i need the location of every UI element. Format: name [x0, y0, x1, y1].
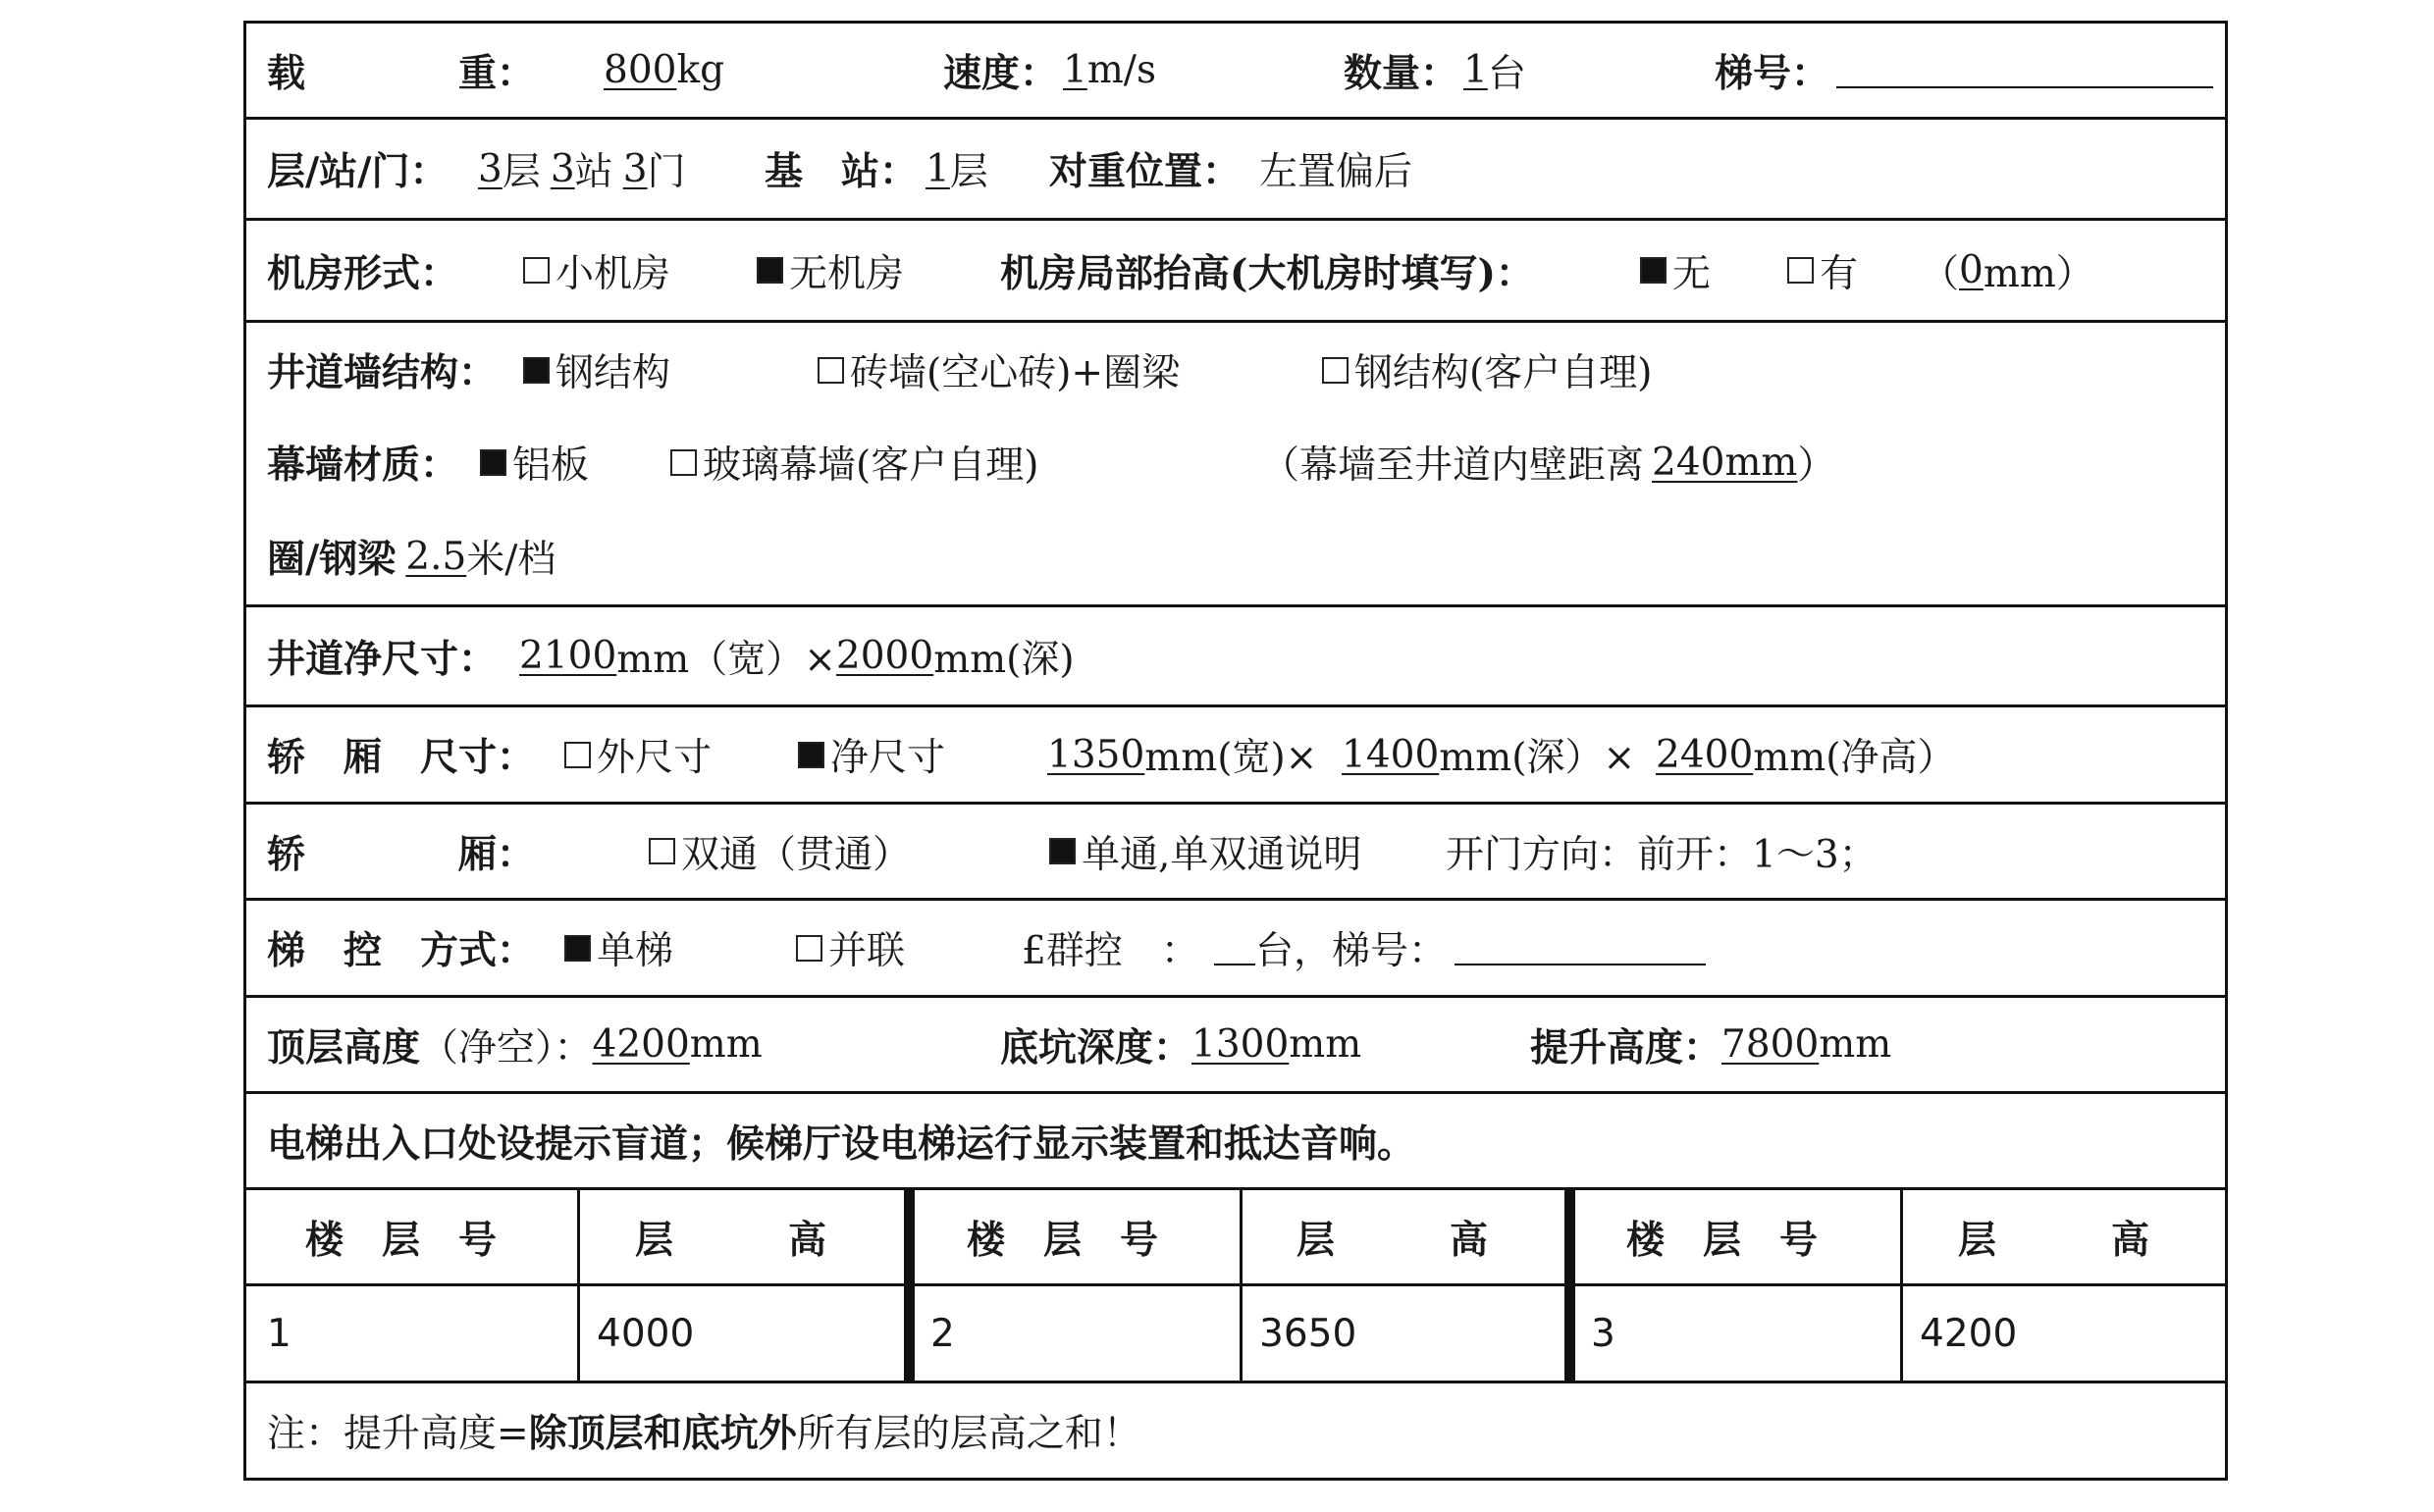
- base-station-field[interactable]: 1 层: [926, 146, 988, 194]
- floor-3-height[interactable]: 4200: [1920, 1311, 2018, 1356]
- floors-label: 层/站/门：: [267, 149, 449, 194]
- checkbox-double-through[interactable]: [649, 838, 675, 864]
- car-single-option[interactable]: 单通,单双通说明: [1049, 805, 1361, 898]
- row-shaft-structure: [246, 323, 2225, 607]
- row-accessibility-note: [246, 1094, 2225, 1190]
- curtain-distance-field[interactable]: （幕墙至井道内壁距离 240mm ）: [1261, 440, 1836, 488]
- checkbox-steel-customer[interactable]: [1322, 357, 1349, 384]
- beam-label: 圈/钢梁: [267, 537, 397, 582]
- car-type-label: 轿 厢：: [267, 831, 536, 877]
- speed-value: 1: [1063, 48, 1087, 92]
- header-floor-1: 楼 层 号: [305, 1217, 498, 1263]
- lift-height-label: 提升高度：: [1530, 1024, 1722, 1070]
- shaft-wall-steel-option[interactable]: 钢结构: [523, 323, 670, 417]
- row-floors-stops: [246, 120, 2225, 221]
- floor-table-values: [246, 1286, 2225, 1383]
- checkbox-raise-yes[interactable]: [1787, 257, 1814, 284]
- row-machine-room: [246, 221, 2225, 323]
- shaft-wall-label: 井道墙结构：: [267, 350, 498, 395]
- checkbox-steel-structure[interactable]: [523, 357, 550, 384]
- pit-depth-label: 底坑深度：: [1000, 1024, 1192, 1070]
- row-shaft-size: [246, 607, 2225, 707]
- speed-unit: m/s: [1086, 48, 1156, 92]
- load-unit: kg: [676, 48, 725, 92]
- checkbox-small-machine-room[interactable]: [523, 257, 550, 284]
- control-mode-label: 梯 控 方式：: [267, 928, 536, 973]
- counterweight-value: 左置偏后: [1259, 150, 1413, 194]
- row-control-mode: [246, 901, 2225, 998]
- header-height-1: 层 高: [635, 1217, 827, 1263]
- base-station-label: 基 站：: [765, 149, 919, 194]
- car-inner-option[interactable]: 净尺寸: [798, 707, 945, 802]
- checkbox-outer-size[interactable]: [564, 742, 591, 768]
- row-car-size: [246, 707, 2225, 805]
- raise-no-option[interactable]: 无: [1640, 221, 1711, 320]
- car-double-option[interactable]: 双通（贯通）: [649, 805, 911, 898]
- qty-unit: 台: [1487, 51, 1526, 96]
- checkbox-raise-no[interactable]: [1640, 257, 1667, 284]
- row-load-speed: [246, 24, 2225, 120]
- shaft-wall-customer-steel-option[interactable]: 钢结构(客户自理): [1322, 323, 1652, 417]
- car-width-field[interactable]: 1350 mm(宽)×: [1047, 732, 1318, 780]
- accessibility-text: 电梯出入口处设提示盲道；候梯厅设电梯运行显示装置和抵达音响。: [267, 1121, 1416, 1167]
- floor-2-number[interactable]: 2: [930, 1311, 955, 1356]
- car-size-label: 轿 厢 尺寸：: [267, 735, 536, 780]
- control-parallel-option[interactable]: 并联: [796, 901, 905, 995]
- checkbox-brick-wall[interactable]: [818, 357, 844, 384]
- load-label: 载 重：: [267, 50, 536, 96]
- checkbox-single-elevator[interactable]: [564, 935, 591, 962]
- floor-1-number[interactable]: 1: [267, 1311, 291, 1356]
- elevator-number-field[interactable]: [1836, 24, 2213, 117]
- checkbox-single-through[interactable]: [1049, 838, 1076, 864]
- shaft-wall-brick-option[interactable]: 砖墙(空心砖)+圈梁: [818, 323, 1180, 417]
- pit-depth-field[interactable]: 底坑深度： 1300 mm: [1000, 998, 1361, 1091]
- header-height-3: 层 高: [1958, 1217, 2150, 1263]
- raise-yes-option[interactable]: 有: [1787, 221, 1858, 320]
- machine-room-small-option[interactable]: 小机房: [523, 221, 670, 320]
- checkbox-aluminum[interactable]: [480, 449, 506, 476]
- curtain-glass-option[interactable]: 玻璃幕墙(客户自理): [670, 415, 1038, 509]
- machine-room-label: 机房形式：: [267, 250, 459, 296]
- group-count-field[interactable]: 台，梯号：: [1214, 901, 1706, 995]
- curtain-wall-label: 幕墙材质：: [267, 443, 459, 488]
- top-height-field[interactable]: 顶层高度 （净空）： 4200 mm: [267, 998, 763, 1091]
- floors-field[interactable]: 3 层 3 站 3 门: [478, 146, 686, 194]
- checkbox-glass-curtain[interactable]: [670, 449, 697, 476]
- speed-label: 速度：: [943, 50, 1059, 96]
- speed-field[interactable]: [1063, 24, 1156, 117]
- door-direction: 开门方向：前开：1～3；: [1446, 832, 1878, 877]
- floor-table-header: [246, 1190, 2225, 1286]
- header-floor-2: 楼 层 号: [967, 1217, 1159, 1263]
- beam-field[interactable]: 圈/钢梁 2.5 米/档: [267, 509, 556, 603]
- qty-value: 1: [1463, 48, 1488, 92]
- load-field[interactable]: [604, 24, 724, 117]
- car-height-field[interactable]: 2400 mm(净高）: [1656, 732, 1956, 780]
- lift-height-field[interactable]: 提升高度： 7800 mm: [1530, 998, 1891, 1091]
- checkbox-parallel[interactable]: [796, 935, 822, 962]
- car-outer-option[interactable]: 外尺寸: [564, 707, 712, 802]
- checkbox-inner-size[interactable]: [798, 742, 824, 768]
- top-height-label: 顶层高度: [267, 1024, 421, 1070]
- machine-room-none-option[interactable]: 无机房: [757, 221, 904, 320]
- header-height-2: 层 高: [1296, 1217, 1489, 1263]
- qty-label: 数量：: [1344, 50, 1459, 96]
- load-value: 800: [604, 48, 677, 92]
- footer-note: 注：提升高度= 除顶层和底坑外 所有层的层高之和！: [267, 1411, 1141, 1456]
- counterweight-label: 对重位置：: [1049, 149, 1242, 194]
- elevator-spec-form: [243, 21, 2228, 1481]
- row-footer-note: [246, 1383, 2225, 1478]
- machine-room-raise-label: 机房局部抬高(大机房时填写)：: [1000, 250, 1534, 296]
- shaft-size-field[interactable]: 2100 mm（宽）× 2000 mm(深): [519, 634, 1075, 682]
- raise-height-field[interactable]: （ 0 mm）: [1921, 248, 2094, 296]
- elevator-number-label: 梯号：: [1715, 50, 1830, 96]
- control-single-option[interactable]: 单梯: [564, 901, 673, 995]
- shaft-size-label: 井道净尺寸：: [267, 636, 498, 682]
- header-floor-3: 楼 层 号: [1626, 1217, 1819, 1263]
- qty-field[interactable]: [1463, 24, 1526, 117]
- floor-1-height[interactable]: 4000: [597, 1311, 695, 1356]
- row-heights: [246, 998, 2225, 1094]
- group-control-label: £群控 ：: [1022, 929, 1199, 973]
- floor-3-number[interactable]: 3: [1591, 1311, 1615, 1356]
- checkbox-no-machine-room[interactable]: [757, 257, 783, 284]
- car-depth-field[interactable]: 1400 mm(深）×: [1342, 732, 1636, 780]
- curtain-aluminum-option[interactable]: 铝板: [480, 415, 589, 509]
- floor-2-height[interactable]: 3650: [1259, 1311, 1357, 1356]
- row-car-type: [246, 805, 2225, 901]
